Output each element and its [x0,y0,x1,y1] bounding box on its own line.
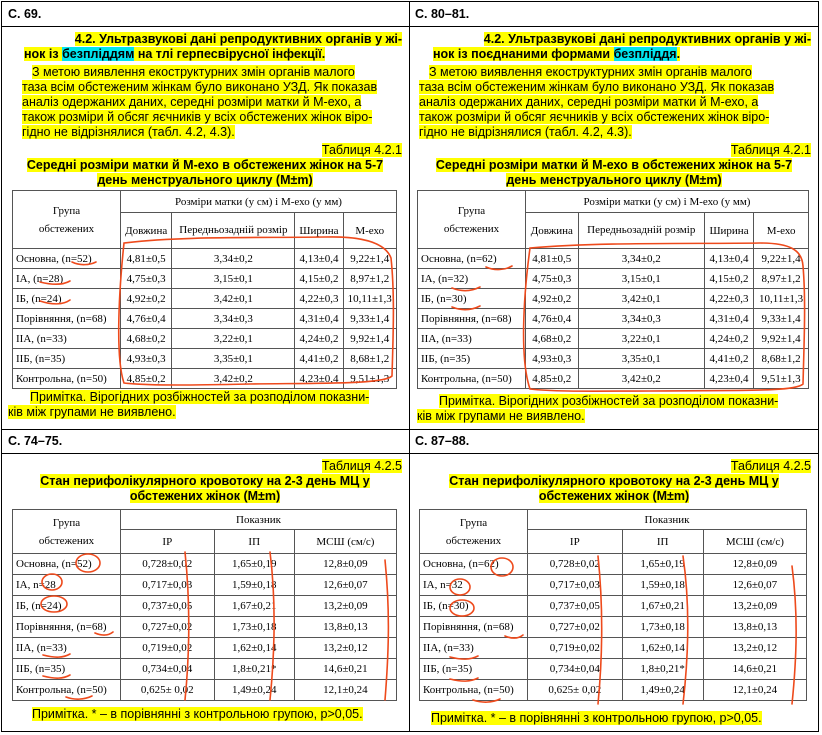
table-row: Контрольна, (n=50) 0,625± 0,02 1,49±0,24 12,1±0,24 [13,680,397,701]
highlighted-term: безпліддям [62,47,135,61]
table-row: Основна, (n=52) 4,81±0,5 3,34±0,2 4,13±0,4 9,22±1,4 [13,249,397,269]
body-paragraph: З метою виявлення екоструктурних змін органів малого таза всім обстеженим жінкам було виконано УЗД. Як показав аналіз одержаних даних, середні розміри матки й М-ехо, а також розміри й обсяг яєчників у всіх обстежених жінок віро- гідно не відрізнялися (табл. 4.2, 4.3). [22,65,378,139]
column-header: ІР [121,530,215,554]
table-row: Порівняння, (n=68) 4,76±0,4 3,34±0,3 4,31±0,4 9,33±1,4 [13,309,397,329]
table-row: ІІА, (n=33) 0,719±0,02 1,62±0,14 13,2±0,12 [420,638,807,659]
column-header: Ширина [704,213,753,249]
table-caption: Середні розміри матки й М-ехо в обстежених жінок на 5-7 день менструального циклу (M±m) [435,158,793,187]
panel-header: С. 74–75. [8,434,63,448]
panel-header: С. 80–81. [415,7,470,21]
column-header: ІП [214,530,294,554]
table-note: Примітка. * – в порівнянні з контрольною групою, р>0,05. [32,707,363,721]
table-row: Порівняння, (n=68) 0,727±0,02 1,73±0,18 13,8±0,13 [13,617,397,638]
table-row: ІБ, (n=30) 0,737±0,05 1,67±0,21 13,2±0,09 [420,596,807,617]
table-row: ІІА, (n=33) 4,68±0,2 3,22±0,1 4,24±0,2 9,92±1,4 [13,329,397,349]
table-row: ІА, (n=32) 4,75±0,3 3,15±0,1 4,15±0,2 8,97±1,2 [418,269,809,289]
column-header: Передньозадній розмір [578,213,704,249]
column-header: Передньозадній розмір [172,213,295,249]
panel-p87-88 [409,429,819,732]
column-header: Довжина [121,213,172,249]
table-caption: Стан перифолікулярного кровотоку на 2-3 день МЦ у обстежених жінок (M±m) [40,474,370,503]
table-row: ІІА, (n=33) 0,719±0,02 1,62±0,14 13,2±0,12 [13,638,397,659]
blood-flow-table [12,509,397,701]
column-header: Довжина [526,213,579,249]
table-row: Порівняння, (n=68) 4,76±0,4 3,34±0,3 4,31±0,4 9,33±1,4 [418,309,809,329]
column-header: М-ехо [343,213,397,249]
column-header-group: Група обстежених [418,191,526,249]
column-header: МСШ (см/с) [703,530,806,554]
panel-p74-75 [2,429,408,732]
column-header-span: Розміри матки (у см) і М-ехо (у мм) [526,191,809,213]
highlighted-term: безпліддя [613,47,677,61]
column-header-span: Показник [121,510,397,530]
table-note: Примітка. Вірогідних розбіжностей за розподілом показни- ків між групами не виявлено. [417,394,779,423]
panel-header: С. 87–88. [415,434,470,448]
uterus-size-table [417,190,809,389]
table-row: Контрольна, (n=50) 4,85±0,2 3,42±0,2 4,23±0,4 9,51±1,3 [418,369,809,389]
table-row: Основна, (n=62) 4,81±0,5 3,34±0,2 4,13±0,4 9,22±1,4 [418,249,809,269]
section-title: 4.2. Ультразвукові дані репродуктивних органів у жі- нок із безпліддям на тлі герпесвірусної інфекції. [24,32,402,61]
table-number: Таблиця 4.2.5 [321,459,402,473]
table-row: ІА, n=28 0,717±0,03 1,59±0,18 12,6±0,07 [13,575,397,596]
table-row: Основна, (n=52) 0,728±0,02 1,65±0,19 12,8±0,09 [13,554,397,575]
table-row: ІА, n=32 0,717±0,03 1,59±0,18 12,6±0,07 [420,575,807,596]
column-header: МСШ (см/с) [294,530,396,554]
section-title-line: 4.2. Ультразвукові дані репродуктивних органів у жі- [74,32,402,46]
table-row: ІІБ, (n=35) 4,93±0,3 3,35±0,1 4,41±0,2 8,68±1,2 [13,349,397,369]
table-row: ІІБ, (n=35) 4,93±0,3 3,35±0,1 4,41±0,2 8,68±1,2 [418,349,809,369]
blood-flow-table [419,509,807,701]
table-row: Контрольна, (n=50) 0,625± 0,02 1,49±0,24 12,1±0,24 [420,680,807,701]
table-note: Примітка. * – в порівнянні з контрольною групою, р>0,05. [431,711,762,725]
table-row: Порівняння, (n=68) 0,727±0,02 1,73±0,18 13,8±0,13 [420,617,807,638]
body-paragraph: З метою виявлення екоструктурних змін органів малого таза всім обстеженим жінкам було виконано УЗД. Як показав аналіз одержаних даних, середні розміри матки й М-ехо, а також розміри й обсяг яєчників у всіх обстежених жінок віро- гідно не відрізнялися (табл. 4.2, 4.3). [419,65,775,139]
table-caption: Середні розміри матки й М-ехо в обстежених жінок на 5-7 день менструального циклу (M±m) [26,158,384,187]
table-number: Таблиця 4.2.1 [730,143,811,157]
column-header-group: Група обстежених [420,510,528,554]
section-title-line: 4.2. Ультразвукові дані репродуктивних органів у жі- [483,32,811,46]
column-header-group: Група обстежених [13,191,121,249]
uterus-size-table [12,190,397,389]
column-header: ІР [528,530,623,554]
column-header: Ширина [295,213,343,249]
table-row: ІА, (n=28) 4,75±0,3 3,15±0,1 4,15±0,2 8,97±1,2 [13,269,397,289]
table-row: ІІБ, (n=35) 0,734±0,04 1,8±0,21* 14,6±0,21 [420,659,807,680]
column-header: М-ехо [754,213,809,249]
table-row: Контрольна, (n=50) 4,85±0,2 3,42±0,2 4,23±0,4 9,51±1,3 [13,369,397,389]
table-row: ІБ, (n=24) 0,737±0,05 1,67±0,21 13,2±0,09 [13,596,397,617]
column-header-span: Показник [528,510,807,530]
table-number: Таблиця 4.2.1 [321,143,402,157]
table-row: ІІБ, (n=35) 0,734±0,04 1,8±0,21* 14,6±0,21 [13,659,397,680]
table-note: Примітка. Вірогідних розбіжностей за розподілом показни- ків між групами не виявлено. [8,390,370,419]
table-row: Основна, (n=62) 0,728±0,02 1,65±0,19 12,8±0,09 [420,554,807,575]
panel-header: С. 69. [8,7,42,21]
table-row: ІБ, (n=30) 4,92±0,2 3,42±0,1 4,22±0,3 10,11±1,3 [418,289,809,309]
table-row: ІБ, (n=24) 4,92±0,2 3,42±0,1 4,22±0,3 10,11±1,3 [13,289,397,309]
column-header-span: Розміри матки (у см) і М-ехо (у мм) [121,191,397,213]
table-caption: Стан перифолікулярного кровотоку на 2-3 день МЦ у обстежених жінок (M±m) [449,474,779,503]
panel-p80-81 [409,2,819,427]
table-number: Таблиця 4.2.5 [730,459,811,473]
column-header: ІП [622,530,703,554]
column-header-group: Група обстежених [13,510,121,554]
panel-p69 [2,2,408,427]
section-title: 4.2. Ультразвукові дані репродуктивних органів у жі- нок із поєднаними формами безпліддя. [433,32,811,61]
table-row: ІІА, (n=33) 4,68±0,2 3,22±0,1 4,24±0,2 9,92±1,4 [418,329,809,349]
